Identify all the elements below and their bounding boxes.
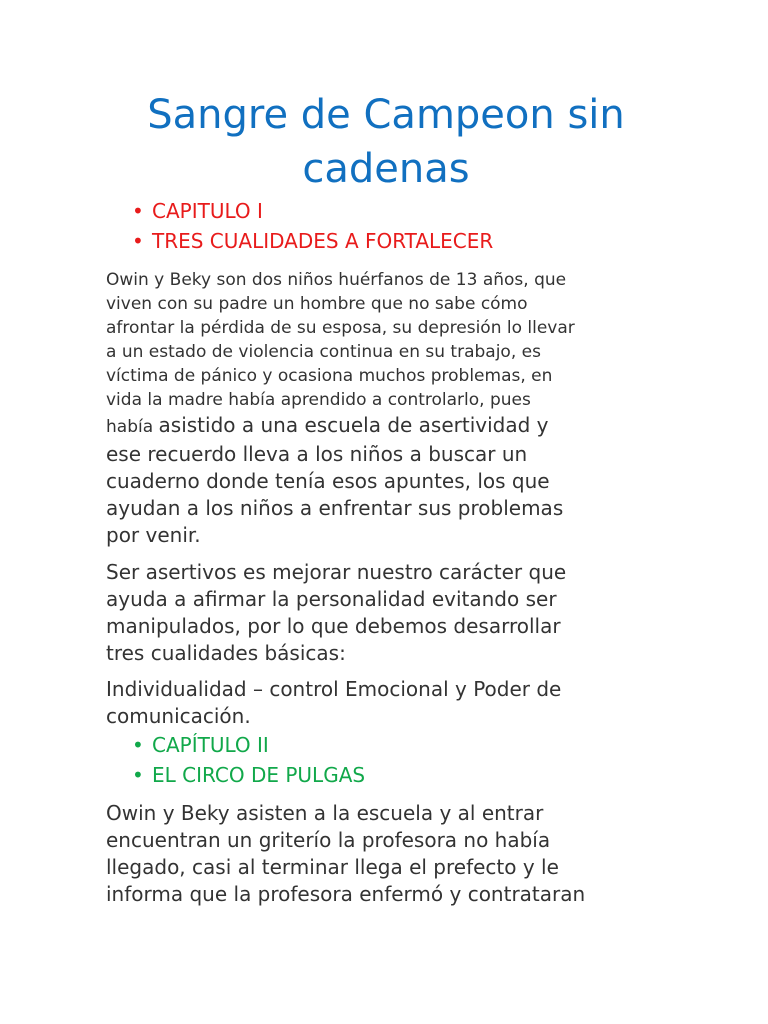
list-item [106,760,666,790]
chapter-2-bullet-list [106,730,666,790]
paragraph-school: Owin y Beky asisten a la escuela y al entrar encuentran un griterío la profesora no había llegado, casi al terminar llega el prefecto y le informa que la profesora enfermó y contrataran [106,801,586,906]
bullet-icon: • [132,763,144,787]
bullet-icon: • [132,199,144,223]
chapter-2-label: CAPÍTULO II [152,733,269,757]
paragraph-intro-small-text: Owin y Beky son dos niños huérfanos de 13 años, que viven con su padre un hombre que no sabe cómo afrontar la pérdida de su esposa, su depresión lo llevar a un estado de violencia continua en su trabajo, es víctima de pánico y ocasiona muchos problemas, en vida la madre había aprendido a controlarlo, pues [106,270,575,410]
list-item [106,730,666,760]
document-page [106,88,666,908]
paragraph-intro-continuation [106,413,563,547]
paragraph-qualities: Individualidad – control Emocional y Poder de comunicación. [106,677,562,728]
chapter-1-subtitle: TRES CUALIDADES A FORTALECER [152,229,494,253]
chapter-1-bullet-list [106,196,666,256]
list-item [106,226,666,256]
paragraph-intro-small-tail: había [106,417,159,437]
paragraph-assertiveness: Ser asertivos es mejorar nuestro carácter que ayuda a afirmar la personalidad evitando ser manipulados, por lo que debemos desarrollar tres cualidades básicas: [106,560,567,665]
bullet-icon: • [132,733,144,757]
chapter-1-label: CAPITULO I [152,199,263,223]
paragraph-intro-large-text: asistido a una escuela de asertividad y ese recuerdo lleva a los niños a buscar un cuaderno donde tenía esos apuntes, los que ayudan a los niños a enfrentar sus problemas por venir. [106,413,564,547]
document-title: Sangre de Campeon sin cadenas [147,92,625,192]
paragraph-intro [106,268,666,549]
bullet-icon: • [132,229,144,253]
list-item [106,196,666,226]
chapter-2-subtitle: EL CIRCO DE PULGAS [152,763,366,787]
